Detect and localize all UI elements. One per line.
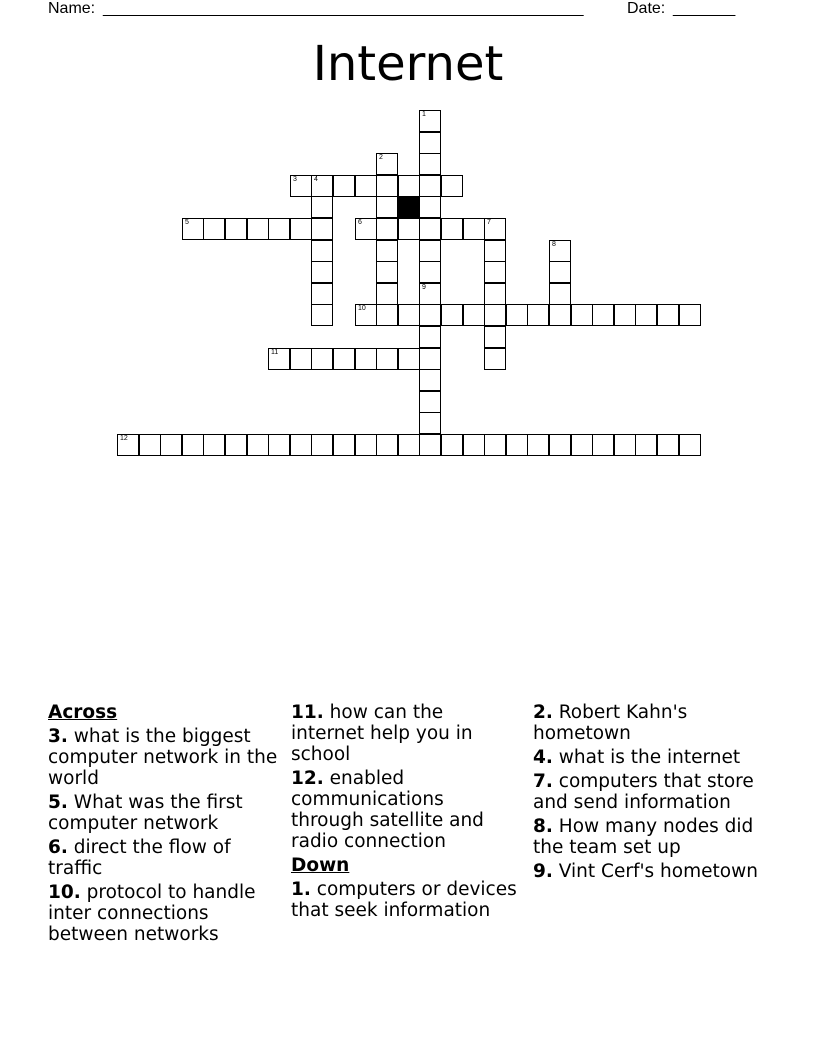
grid-cell[interactable] — [419, 110, 441, 132]
grid-cell[interactable] — [117, 434, 139, 456]
grid-cell[interactable] — [635, 434, 657, 456]
clue-number: 12. — [291, 768, 324, 789]
clue-text: direct the flow of traffic — [48, 837, 231, 879]
grid-cell[interactable] — [203, 434, 225, 456]
grid-cell[interactable] — [376, 240, 398, 262]
clue-item — [48, 882, 278, 945]
grid-cell[interactable] — [419, 369, 441, 391]
clue-number: 9. — [533, 861, 553, 882]
grid-cell[interactable] — [484, 434, 506, 456]
puzzle-title: Internet — [312, 36, 504, 92]
grid-cell[interactable] — [376, 175, 398, 197]
clue-text: computers that store and send information — [533, 771, 754, 813]
clue-item — [291, 879, 521, 921]
grid-cell[interactable] — [311, 434, 333, 456]
grid-cell[interactable] — [311, 196, 333, 218]
grid-cell[interactable] — [311, 304, 333, 326]
clue-column-2 — [291, 702, 521, 924]
clue-number: 4. — [533, 747, 553, 768]
grid-cell[interactable] — [571, 434, 593, 456]
grid-cell[interactable] — [506, 304, 528, 326]
cell-number: 8 — [552, 241, 556, 248]
grid-cell[interactable] — [398, 175, 420, 197]
grid-cell[interactable] — [679, 304, 701, 326]
grid-cell[interactable] — [484, 348, 506, 370]
grid-cell[interactable] — [311, 240, 333, 262]
cell-number: 11 — [271, 349, 279, 356]
grid-cell[interactable] — [376, 153, 398, 175]
grid-cell[interactable] — [290, 175, 312, 197]
clue-text: how can the internet help you in school — [291, 702, 473, 765]
grid-cell[interactable] — [463, 218, 485, 240]
grid-cell[interactable] — [484, 218, 506, 240]
grid-cell[interactable] — [419, 391, 441, 413]
clue-number: 11. — [291, 702, 324, 723]
grid-cell[interactable] — [355, 175, 377, 197]
clue-item — [48, 792, 278, 834]
grid-cell[interactable] — [398, 304, 420, 326]
grid-cell[interactable] — [484, 240, 506, 262]
clue-text: what is the biggest computer network in the world — [48, 726, 278, 789]
grid-cell[interactable] — [419, 434, 441, 456]
grid-cell[interactable] — [333, 175, 355, 197]
black-square — [398, 196, 420, 218]
cell-number: 12 — [120, 435, 128, 442]
grid-cell[interactable] — [398, 434, 420, 456]
clue-text: Robert Kahn's hometown — [533, 702, 688, 744]
clue-number: 7. — [533, 771, 553, 792]
grid-cell[interactable] — [398, 348, 420, 370]
cell-number: 3 — [293, 176, 297, 183]
clue-item — [291, 702, 521, 765]
clue-item — [291, 768, 521, 852]
clue-number: 8. — [533, 816, 553, 837]
grid-cell[interactable] — [463, 434, 485, 456]
cell-number: 2 — [379, 154, 383, 161]
grid-cell[interactable] — [268, 348, 290, 370]
grid-cell[interactable] — [549, 434, 571, 456]
grid-cell[interactable] — [441, 175, 463, 197]
cell-number: 1 — [422, 111, 426, 118]
date-blank-line[interactable]: _______ — [673, 0, 736, 17]
grid-cell[interactable] — [311, 283, 333, 305]
grid-cell[interactable] — [484, 326, 506, 348]
grid-cell[interactable] — [182, 218, 204, 240]
across-heading: Across — [48, 702, 118, 723]
clue-text: How many nodes did the team set up — [533, 816, 754, 858]
grid-cell[interactable] — [463, 304, 485, 326]
grid-cell[interactable] — [419, 218, 441, 240]
grid-cell[interactable] — [419, 132, 441, 154]
cell-number: 6 — [358, 219, 362, 226]
cell-number: 5 — [185, 219, 189, 226]
grid-cell[interactable] — [635, 304, 657, 326]
grid-cell[interactable] — [247, 218, 269, 240]
grid-cell[interactable] — [419, 283, 441, 305]
grid-cell[interactable] — [290, 434, 312, 456]
grid-cell[interactable] — [139, 434, 161, 456]
down-heading: Down — [291, 855, 350, 876]
clue-number: 1. — [291, 879, 311, 900]
grid-cell[interactable] — [419, 261, 441, 283]
grid-cell[interactable] — [484, 261, 506, 283]
clue-item — [533, 771, 763, 813]
grid-cell[interactable] — [311, 175, 333, 197]
grid-cell[interactable] — [376, 348, 398, 370]
clue-item — [533, 702, 763, 744]
grid-cell[interactable] — [657, 434, 679, 456]
grid-cell[interactable] — [419, 175, 441, 197]
clue-number: 2. — [533, 702, 553, 723]
grid-cell[interactable] — [333, 348, 355, 370]
grid-cell[interactable] — [419, 240, 441, 262]
grid-cell[interactable] — [506, 434, 528, 456]
grid-cell[interactable] — [376, 304, 398, 326]
grid-cell[interactable] — [549, 240, 571, 262]
clue-text: enabled communications through satellite and radio connection — [291, 768, 484, 852]
grid-cell[interactable] — [549, 261, 571, 283]
grid-cell[interactable] — [376, 261, 398, 283]
clue-text: What was the first computer network — [48, 792, 243, 834]
clue-number: 3. — [48, 726, 68, 747]
date-label: Date: — [627, 0, 666, 17]
clue-number: 6. — [48, 837, 68, 858]
grid-cell[interactable] — [290, 218, 312, 240]
grid-cell[interactable] — [419, 326, 441, 348]
clue-column-1 — [48, 702, 278, 948]
grid-cell[interactable] — [203, 218, 225, 240]
grid-cell[interactable] — [311, 218, 333, 240]
grid-cell[interactable] — [441, 434, 463, 456]
grid-cell[interactable] — [549, 304, 571, 326]
grid-cell[interactable] — [419, 412, 441, 434]
grid-cell[interactable] — [268, 434, 290, 456]
grid-cell[interactable] — [355, 304, 377, 326]
name-blank-line[interactable]: ______________________________________________________ — [103, 0, 584, 17]
clue-text: Vint Cerf's hometown — [552, 861, 758, 882]
grid-cell[interactable] — [333, 434, 355, 456]
clue-text: computers or devices that seek information — [291, 879, 517, 921]
grid-cell[interactable] — [441, 218, 463, 240]
grid-cell[interactable] — [376, 196, 398, 218]
grid-cell[interactable] — [592, 304, 614, 326]
grid-cell[interactable] — [290, 348, 312, 370]
clue-text: protocol to handle inter connections between networks — [48, 882, 256, 945]
clue-item — [533, 816, 763, 858]
grid-cell[interactable] — [419, 196, 441, 218]
clue-number: 10. — [48, 882, 81, 903]
grid-cell[interactable] — [311, 348, 333, 370]
cell-number: 10 — [358, 305, 366, 312]
grid-cell[interactable] — [247, 434, 269, 456]
clue-number: 5. — [48, 792, 68, 813]
grid-cell[interactable] — [355, 348, 377, 370]
grid-cell[interactable] — [419, 304, 441, 326]
clue-item — [533, 747, 763, 768]
grid-cell[interactable] — [571, 304, 593, 326]
clue-item — [48, 726, 278, 789]
grid-cell[interactable] — [419, 153, 441, 175]
clue-column-3 — [533, 702, 763, 885]
grid-cell[interactable] — [311, 261, 333, 283]
grid-cell[interactable] — [182, 434, 204, 456]
clue-text: what is the internet — [552, 747, 741, 768]
grid-cell[interactable] — [376, 434, 398, 456]
grid-cell[interactable] — [527, 434, 549, 456]
grid-cell[interactable] — [592, 434, 614, 456]
grid-cell[interactable] — [549, 283, 571, 305]
grid-cell[interactable] — [441, 304, 463, 326]
crossword-grid — [0, 0, 816, 470]
grid-cell[interactable] — [657, 304, 679, 326]
grid-cell[interactable] — [160, 434, 182, 456]
grid-cell[interactable] — [225, 434, 247, 456]
clue-item — [533, 861, 763, 882]
grid-cell[interactable] — [225, 218, 247, 240]
grid-cell[interactable] — [376, 218, 398, 240]
grid-cell[interactable] — [419, 348, 441, 370]
grid-cell[interactable] — [376, 283, 398, 305]
grid-cell[interactable] — [614, 304, 636, 326]
grid-cell[interactable] — [484, 283, 506, 305]
grid-cell[interactable] — [484, 304, 506, 326]
cell-number: 4 — [314, 176, 318, 183]
clue-item — [48, 837, 278, 879]
grid-cell[interactable] — [614, 434, 636, 456]
grid-cell[interactable] — [527, 304, 549, 326]
grid-cell[interactable] — [679, 434, 701, 456]
grid-cell[interactable] — [268, 218, 290, 240]
cell-number: 7 — [487, 219, 491, 226]
cell-number: 9 — [422, 284, 426, 291]
name-label: Name: — [48, 0, 96, 17]
grid-cell[interactable] — [355, 434, 377, 456]
grid-cell[interactable] — [398, 218, 420, 240]
grid-cell[interactable] — [355, 218, 377, 240]
